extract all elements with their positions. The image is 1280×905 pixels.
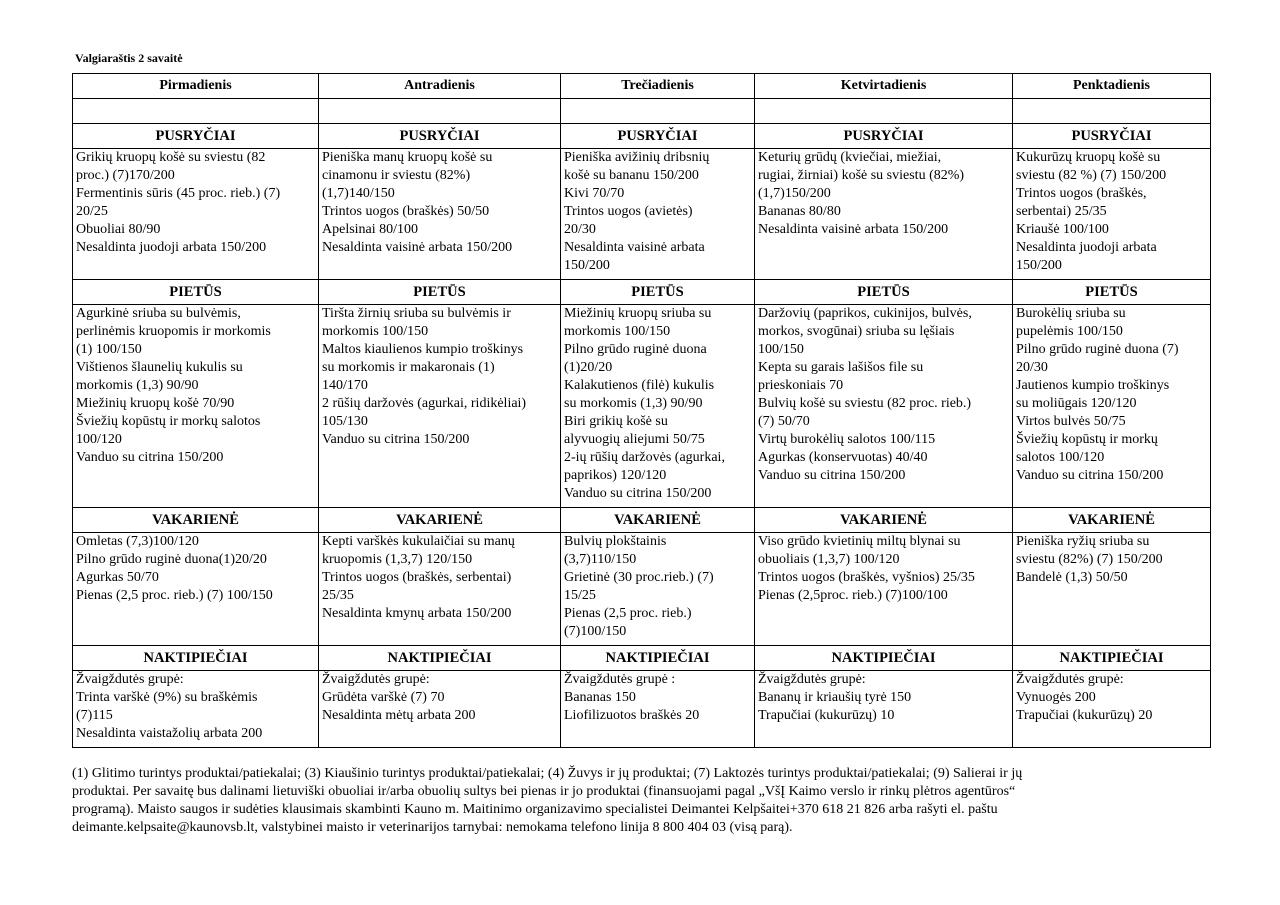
menu-item: morkomis 100/150 <box>564 324 671 339</box>
menu-item: Grietinė (30 proc.rieb.) (7) <box>564 570 714 585</box>
menu-item: Pilno grūdo ruginė duona <box>564 342 707 357</box>
menu-item: Virtų burokėlių salotos 100/115 <box>758 432 936 447</box>
menu-item: Vanduo su citrina 150/200 <box>564 486 712 501</box>
meal-heading: PIETŪS <box>755 280 1013 305</box>
blank-cell <box>1013 99 1211 124</box>
menu-item: Šviežių kopūstų ir morkų <box>1016 432 1158 447</box>
menu-item: (1)20/20 <box>564 360 613 375</box>
blank-row <box>73 99 1211 124</box>
footnote-line: deimante.kelpsaite@kaunovsb.lt, valstybinei maisto ir veterinarijos tarnybai: nemokama telefono linija 8 800 404 03 (visą parą). <box>72 820 793 835</box>
menu-item: 20/30 <box>564 222 596 237</box>
meal-heading: PIETŪS <box>319 280 561 305</box>
meal-heading: PIETŪS <box>561 280 755 305</box>
meal-heading: NAKTIPIEČIAI <box>755 646 1013 671</box>
menu-item: Vanduo su citrina 150/200 <box>322 432 470 447</box>
menu-item: Apelsinai 80/100 <box>322 222 419 237</box>
menu-item: Keturių grūdų (kviečiai, miežiai, <box>758 150 942 165</box>
menu-cell <box>1013 305 1211 508</box>
meal-heading-row <box>73 508 1211 533</box>
menu-cell <box>1013 533 1211 646</box>
meal-heading: VAKARIENĖ <box>1013 508 1211 533</box>
meal-heading: NAKTIPIEČIAI <box>319 646 561 671</box>
menu-cell <box>755 533 1013 646</box>
meal-heading: PUSRYČIAI <box>561 124 755 149</box>
meal-heading: PUSRYČIAI <box>1013 124 1211 149</box>
menu-item: Biri grikių košė su <box>564 414 668 429</box>
menu-item: Pienas (2,5 proc. rieb.) (7) 100/150 <box>76 588 273 603</box>
menu-cell <box>73 533 319 646</box>
menu-item: su morkomis ir makaronais (1) <box>322 360 495 375</box>
menu-item: Bananas 150 <box>564 690 636 705</box>
menu-item: Grikių kruopų košė su sviestu (82 <box>76 150 266 165</box>
menu-item: perlinėmis kruopomis ir morkomis <box>76 324 271 339</box>
menu-cell <box>319 533 561 646</box>
menu-item: su moliūgais 120/120 <box>1016 396 1137 411</box>
menu-item: (7)115 <box>76 708 113 723</box>
menu-item: Žvaigždutės grupė: <box>1016 672 1124 687</box>
blank-cell <box>755 99 1013 124</box>
meal-heading: PIETŪS <box>73 280 319 305</box>
menu-item: Pieniška avižinių dribsnių <box>564 150 710 165</box>
menu-item: prieskoniais 70 <box>758 378 844 393</box>
menu-item: Nesaldinta vaistažolių arbata 200 <box>76 726 263 741</box>
menu-item: Nesaldinta vaisinė arbata 150/200 <box>758 222 949 237</box>
meal-heading-row <box>73 124 1211 149</box>
meal-heading: PUSRYČIAI <box>319 124 561 149</box>
meal-heading: PIETŪS <box>1013 280 1211 305</box>
menu-item: Maltos kiaulienos kumpio troškinys <box>322 342 524 357</box>
menu-item: Jautienos kumpio troškinys <box>1016 378 1170 393</box>
menu-item: Bananas 80/80 <box>758 204 841 219</box>
menu-item: 2-ių rūšių daržovės (agurkai, <box>564 450 725 465</box>
menu-cell <box>319 149 561 280</box>
footnote-line: programą). Maisto saugos ir sudėties klausimais skambinti Kauno m. Maitinimo organizavimo specialistei Deimantei Kelpšaitei+370 618 21 826 arba rašyti el. paštu <box>72 802 998 817</box>
menu-item: Bandelė (1,3) 50/50 <box>1016 570 1128 585</box>
menu-item: Kivi 70/70 <box>564 186 625 201</box>
menu-item: Žvaigždutės grupė: <box>76 672 184 687</box>
menu-item: 20/30 <box>1016 360 1048 375</box>
menu-item: Obuoliai 80/90 <box>76 222 161 237</box>
menu-cell <box>561 305 755 508</box>
menu-item: košė su bananu 150/200 <box>564 168 699 183</box>
menu-item: 100/150 <box>758 342 804 357</box>
blank-cell <box>319 99 561 124</box>
meal-heading-row <box>73 646 1211 671</box>
menu-item: paprikos) 120/120 <box>564 468 667 483</box>
menu-item: proc.) (7)170/200 <box>76 168 175 183</box>
menu-item: Žvaigždutės grupė: <box>322 672 430 687</box>
menu-item: sviestu (82 %) (7) 150/200 <box>1016 168 1167 183</box>
menu-item: Liofilizuotos braškės 20 <box>564 708 700 723</box>
menu-item: Pieniška ryžių sriuba su <box>1016 534 1150 549</box>
menu-item: 15/25 <box>564 588 596 603</box>
menu-item: Kalakutienos (filė) kukulis <box>564 378 715 393</box>
menu-item: pupelėmis 100/150 <box>1016 324 1123 339</box>
menu-item: Trintos uogos (braškės, vyšnios) 25/35 <box>758 570 975 585</box>
menu-item: Pieniška manų kruopų košė su <box>322 150 493 165</box>
day-header: Penktadienis <box>1013 74 1211 99</box>
menu-cell <box>1013 149 1211 280</box>
meal-heading: VAKARIENĖ <box>561 508 755 533</box>
menu-cell <box>73 671 319 748</box>
menu-item: Bananų ir kriaušių tyrė 150 <box>758 690 912 705</box>
menu-cell <box>755 149 1013 280</box>
menu-item: (1) 100/150 <box>76 342 142 357</box>
menu-item: Vanduo su citrina 150/200 <box>76 450 224 465</box>
menu-item: Šviežių kopūstų ir morkų salotos <box>76 414 261 429</box>
menu-item: Nesaldinta juodoji arbata <box>1016 240 1157 255</box>
menu-cell <box>319 305 561 508</box>
menu-cell <box>1013 671 1211 748</box>
menu-item: Tiršta žirnių sriuba su bulvėmis ir <box>322 306 511 321</box>
menu-item: obuoliais (1,3,7) 100/120 <box>758 552 900 567</box>
menu-item: Miežinių kruopų sriuba su <box>564 306 712 321</box>
menu-item: 105/130 <box>322 414 368 429</box>
menu-item: (3,7)110/150 <box>564 552 637 567</box>
menu-item: Bulvių plokštainis <box>564 534 667 549</box>
menu-item: Burokėlių sriuba su <box>1016 306 1126 321</box>
menu-cell <box>561 533 755 646</box>
menu-item: Žvaigždutės grupė: <box>758 672 866 687</box>
footnote-line: produktai. Per savaitę bus dalinami lietuviški obuoliai ir/arba obuolių sultys bei pienas ir jo produktai (finansuojami pagal „VšĮ Kaimo verslo ir rinkų plėtros agentūros“ <box>72 784 1016 799</box>
menu-item: serbentai) 25/35 <box>1016 204 1107 219</box>
menu-item: Virtos bulvės 50/75 <box>1016 414 1126 429</box>
menu-item: Trinta varškė (9%) su braškėmis <box>76 690 258 705</box>
menu-item: Miežinių kruopų košė 70/90 <box>76 396 235 411</box>
day-header: Pirmadienis <box>73 74 319 99</box>
menu-item: sviestu (82%) (7) 150/200 <box>1016 552 1163 567</box>
menu-item: salotos 100/120 <box>1016 450 1105 465</box>
menu-item: Trapučiai (kukurūzų) 10 <box>758 708 895 723</box>
menu-item: morkomis (1,3) 90/90 <box>76 378 199 393</box>
menu-item: su morkomis (1,3) 90/90 <box>564 396 703 411</box>
menu-item: Žvaigždutės grupė : <box>564 672 676 687</box>
menu-cell <box>73 305 319 508</box>
day-header: Trečiadienis <box>561 74 755 99</box>
menu-item: Fermentinis sūris (45 proc. rieb.) (7) <box>76 186 281 201</box>
menu-item: Pienas (2,5 proc. rieb.) <box>564 606 692 621</box>
menu-item: Nesaldinta mėtų arbata 200 <box>322 708 476 723</box>
menu-item: Vynuogės 200 <box>1016 690 1096 705</box>
menu-item: kruopomis (1,3,7) 120/150 <box>322 552 473 567</box>
meal-heading: VAKARIENĖ <box>755 508 1013 533</box>
meal-content-row <box>73 149 1211 280</box>
menu-item: Grūdėta varškė (7) 70 <box>322 690 445 705</box>
menu-item: (7)100/150 <box>564 624 627 639</box>
day-header: Ketvirtadienis <box>755 74 1013 99</box>
menu-item: Daržovių (paprikos, cukinijos, bulvės, <box>758 306 972 321</box>
meal-heading: NAKTIPIEČIAI <box>73 646 319 671</box>
day-header: Antradienis <box>319 74 561 99</box>
menu-cell <box>561 149 755 280</box>
menu-item: Vištienos šlaunelių kukulis su <box>76 360 243 375</box>
menu-cell <box>755 671 1013 748</box>
menu-item: Kriaušė 100/100 <box>1016 222 1109 237</box>
menu-item: morkomis 100/150 <box>322 324 429 339</box>
meal-content-row <box>73 533 1211 646</box>
menu-item: 100/120 <box>76 432 122 447</box>
menu-item: 20/25 <box>76 204 108 219</box>
menu-item: (7) 50/70 <box>758 414 810 429</box>
menu-item: Pilno grūdo ruginė duona(1)20/20 <box>76 552 267 567</box>
menu-item: Kukurūzų kruopų košė su <box>1016 150 1161 165</box>
menu-table <box>72 73 1211 748</box>
menu-item: Trintos uogos (braškės, <box>1016 186 1147 201</box>
menu-item: rugiai, žirniai) košė su sviestu (82%) <box>758 168 965 183</box>
menu-item: Nesaldinta kmynų arbata 150/200 <box>322 606 512 621</box>
menu-item: cinamonu ir sviestu (82%) <box>322 168 471 183</box>
blank-cell <box>561 99 755 124</box>
allergen-footnote <box>72 765 1217 837</box>
menu-item: Viso grūdo kvietinių miltų blynai su <box>758 534 961 549</box>
menu-item: 140/170 <box>322 378 368 393</box>
page-title: Valgiaraštis 2 savaitė <box>75 51 183 65</box>
menu-item: Trintos uogos (avietės) <box>564 204 693 219</box>
menu-item: Agurkinė sriuba su bulvėmis, <box>76 306 241 321</box>
menu-item: Pilno grūdo ruginė duona (7) <box>1016 342 1179 357</box>
menu-item: Trapučiai (kukurūzų) 20 <box>1016 708 1153 723</box>
menu-item: Nesaldinta vaisinė arbata 150/200 <box>322 240 513 255</box>
meal-content-row <box>73 671 1211 748</box>
menu-cell <box>319 671 561 748</box>
meal-heading: PUSRYČIAI <box>755 124 1013 149</box>
meal-heading: VAKARIENĖ <box>73 508 319 533</box>
meal-heading: PUSRYČIAI <box>73 124 319 149</box>
menu-item: Vanduo su citrina 150/200 <box>1016 468 1164 483</box>
meal-heading: NAKTIPIEČIAI <box>1013 646 1211 671</box>
menu-item: 150/200 <box>564 258 610 273</box>
menu-cell <box>73 149 319 280</box>
menu-item: Vanduo su citrina 150/200 <box>758 468 906 483</box>
menu-item: 25/35 <box>322 588 354 603</box>
menu-item: Kepta su garais lašišos file su <box>758 360 924 375</box>
menu-item: Agurkas (konservuotas) 40/40 <box>758 450 928 465</box>
menu-item: alyvuogių aliejumi 50/75 <box>564 432 705 447</box>
menu-item: Trintos uogos (braškės, serbentai) <box>322 570 512 585</box>
footnote-line: (1) Glitimo turintys produktai/patiekalai; (3) Kiaušinio turintys produktai/patiekalai; (4) Žuvys ir jų produktai; (7) Laktozės turintys produktai/patiekalai; (9) Salierai ir jų <box>72 766 1023 781</box>
menu-item: Kepti varškės kukulaičiai su manų <box>322 534 515 549</box>
meal-heading-row <box>73 280 1211 305</box>
menu-item: (1,7)140/150 <box>322 186 395 201</box>
menu-item: 2 rūšių daržovės (agurkai, ridikėliai) <box>322 396 527 411</box>
menu-item: 150/200 <box>1016 258 1062 273</box>
menu-item: Agurkas 50/70 <box>76 570 159 585</box>
menu-item: Omletas (7,3)100/120 <box>76 534 199 549</box>
meal-heading: NAKTIPIEČIAI <box>561 646 755 671</box>
menu-item: (1,7)150/200 <box>758 186 831 201</box>
blank-cell <box>73 99 319 124</box>
menu-item: Pienas (2,5proc. rieb.) (7)100/100 <box>758 588 948 603</box>
day-header-row <box>73 74 1211 99</box>
menu-item: Bulvių košė su sviestu (82 proc. rieb.) <box>758 396 972 411</box>
menu-cell <box>755 305 1013 508</box>
meal-heading: VAKARIENĖ <box>319 508 561 533</box>
menu-item: morkos, svogūnai) sriuba su lęšiais <box>758 324 955 339</box>
menu-cell <box>561 671 755 748</box>
menu-item: Trintos uogos (braškės) 50/50 <box>322 204 490 219</box>
meal-content-row <box>73 305 1211 508</box>
menu-item: Nesaldinta juodoji arbata 150/200 <box>76 240 267 255</box>
menu-item: Nesaldinta vaisinė arbata <box>564 240 705 255</box>
